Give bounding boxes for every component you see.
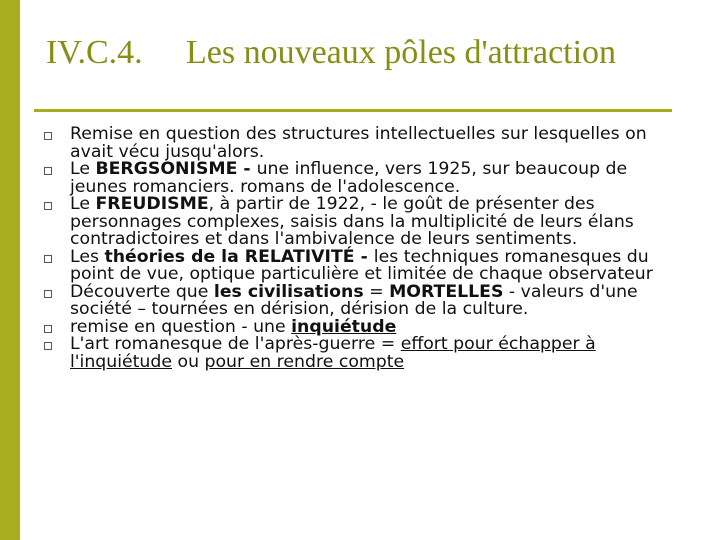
- list-item: [40, 126, 680, 161]
- item-text: Découverte que: [70, 281, 214, 302]
- square-bullet-icon: [44, 202, 52, 210]
- item-text: Remise en question des structures intellectuelles sur lesquelles on avait vécu jusqu'alors.: [70, 124, 647, 162]
- item-underlined-text: pour en rendre compte: [204, 351, 405, 372]
- list-item: [40, 196, 680, 249]
- item-text: Les: [70, 246, 105, 267]
- accent-sidebar: [0, 0, 20, 540]
- list-item: [40, 336, 680, 371]
- item-text: ou: [172, 351, 205, 372]
- item-bold-text: théories de la RELATIVITÉ -: [104, 246, 374, 267]
- item-bold-text: BERGSONISME -: [95, 159, 257, 179]
- list-item: [40, 281, 680, 319]
- square-bullet-icon: [44, 167, 52, 175]
- item-text: Le: [70, 159, 96, 179]
- item-text: une influence, vers 1925, sur beaucoup de jeunes romanciers. romans de l'adolescence.: [70, 159, 628, 197]
- slide-title: [46, 34, 616, 72]
- square-bullet-icon: [44, 290, 52, 298]
- square-bullet-icon: [44, 132, 52, 140]
- item-underlined-text: effort pour échapper à l'inquiétude: [70, 334, 596, 372]
- item-text: L'art romanesque de l'après-guerre =: [70, 334, 401, 354]
- item-text: les techniques romanesques du point de vue, optique particulière et limitée de chaque observateur: [70, 246, 653, 284]
- item-bold-text: FREUDISME: [95, 194, 209, 214]
- item-text: Le: [70, 194, 96, 214]
- list-item: [40, 246, 680, 284]
- title-number: IV.C.4.: [46, 34, 143, 71]
- square-bullet-icon: [44, 255, 52, 263]
- item-text: remise en question - une: [70, 316, 292, 337]
- square-bullet-icon: [44, 325, 52, 333]
- item-bold-underlined-text: inquiétude: [291, 316, 397, 337]
- item-bold-text: les civilisations: [213, 281, 364, 302]
- item-text: , à partir de 1922, - le goût de présenter des personnages complexes, saisis dans la multiplicité de leurs élans contradictoires et dans l'ambivalence de leurs sentiments.: [70, 194, 634, 249]
- item-text: =: [363, 281, 390, 302]
- list-item: [40, 161, 680, 196]
- title-divider: [34, 109, 672, 112]
- item-text: - valeurs d'une société – tournées en dérision, dérision de la culture.: [70, 281, 638, 319]
- title-text: Les nouveaux pôles d'attraction: [186, 34, 617, 71]
- item-bold-text: MORTELLES: [389, 281, 504, 302]
- bullet-list: [40, 126, 680, 371]
- square-bullet-icon: [44, 342, 52, 350]
